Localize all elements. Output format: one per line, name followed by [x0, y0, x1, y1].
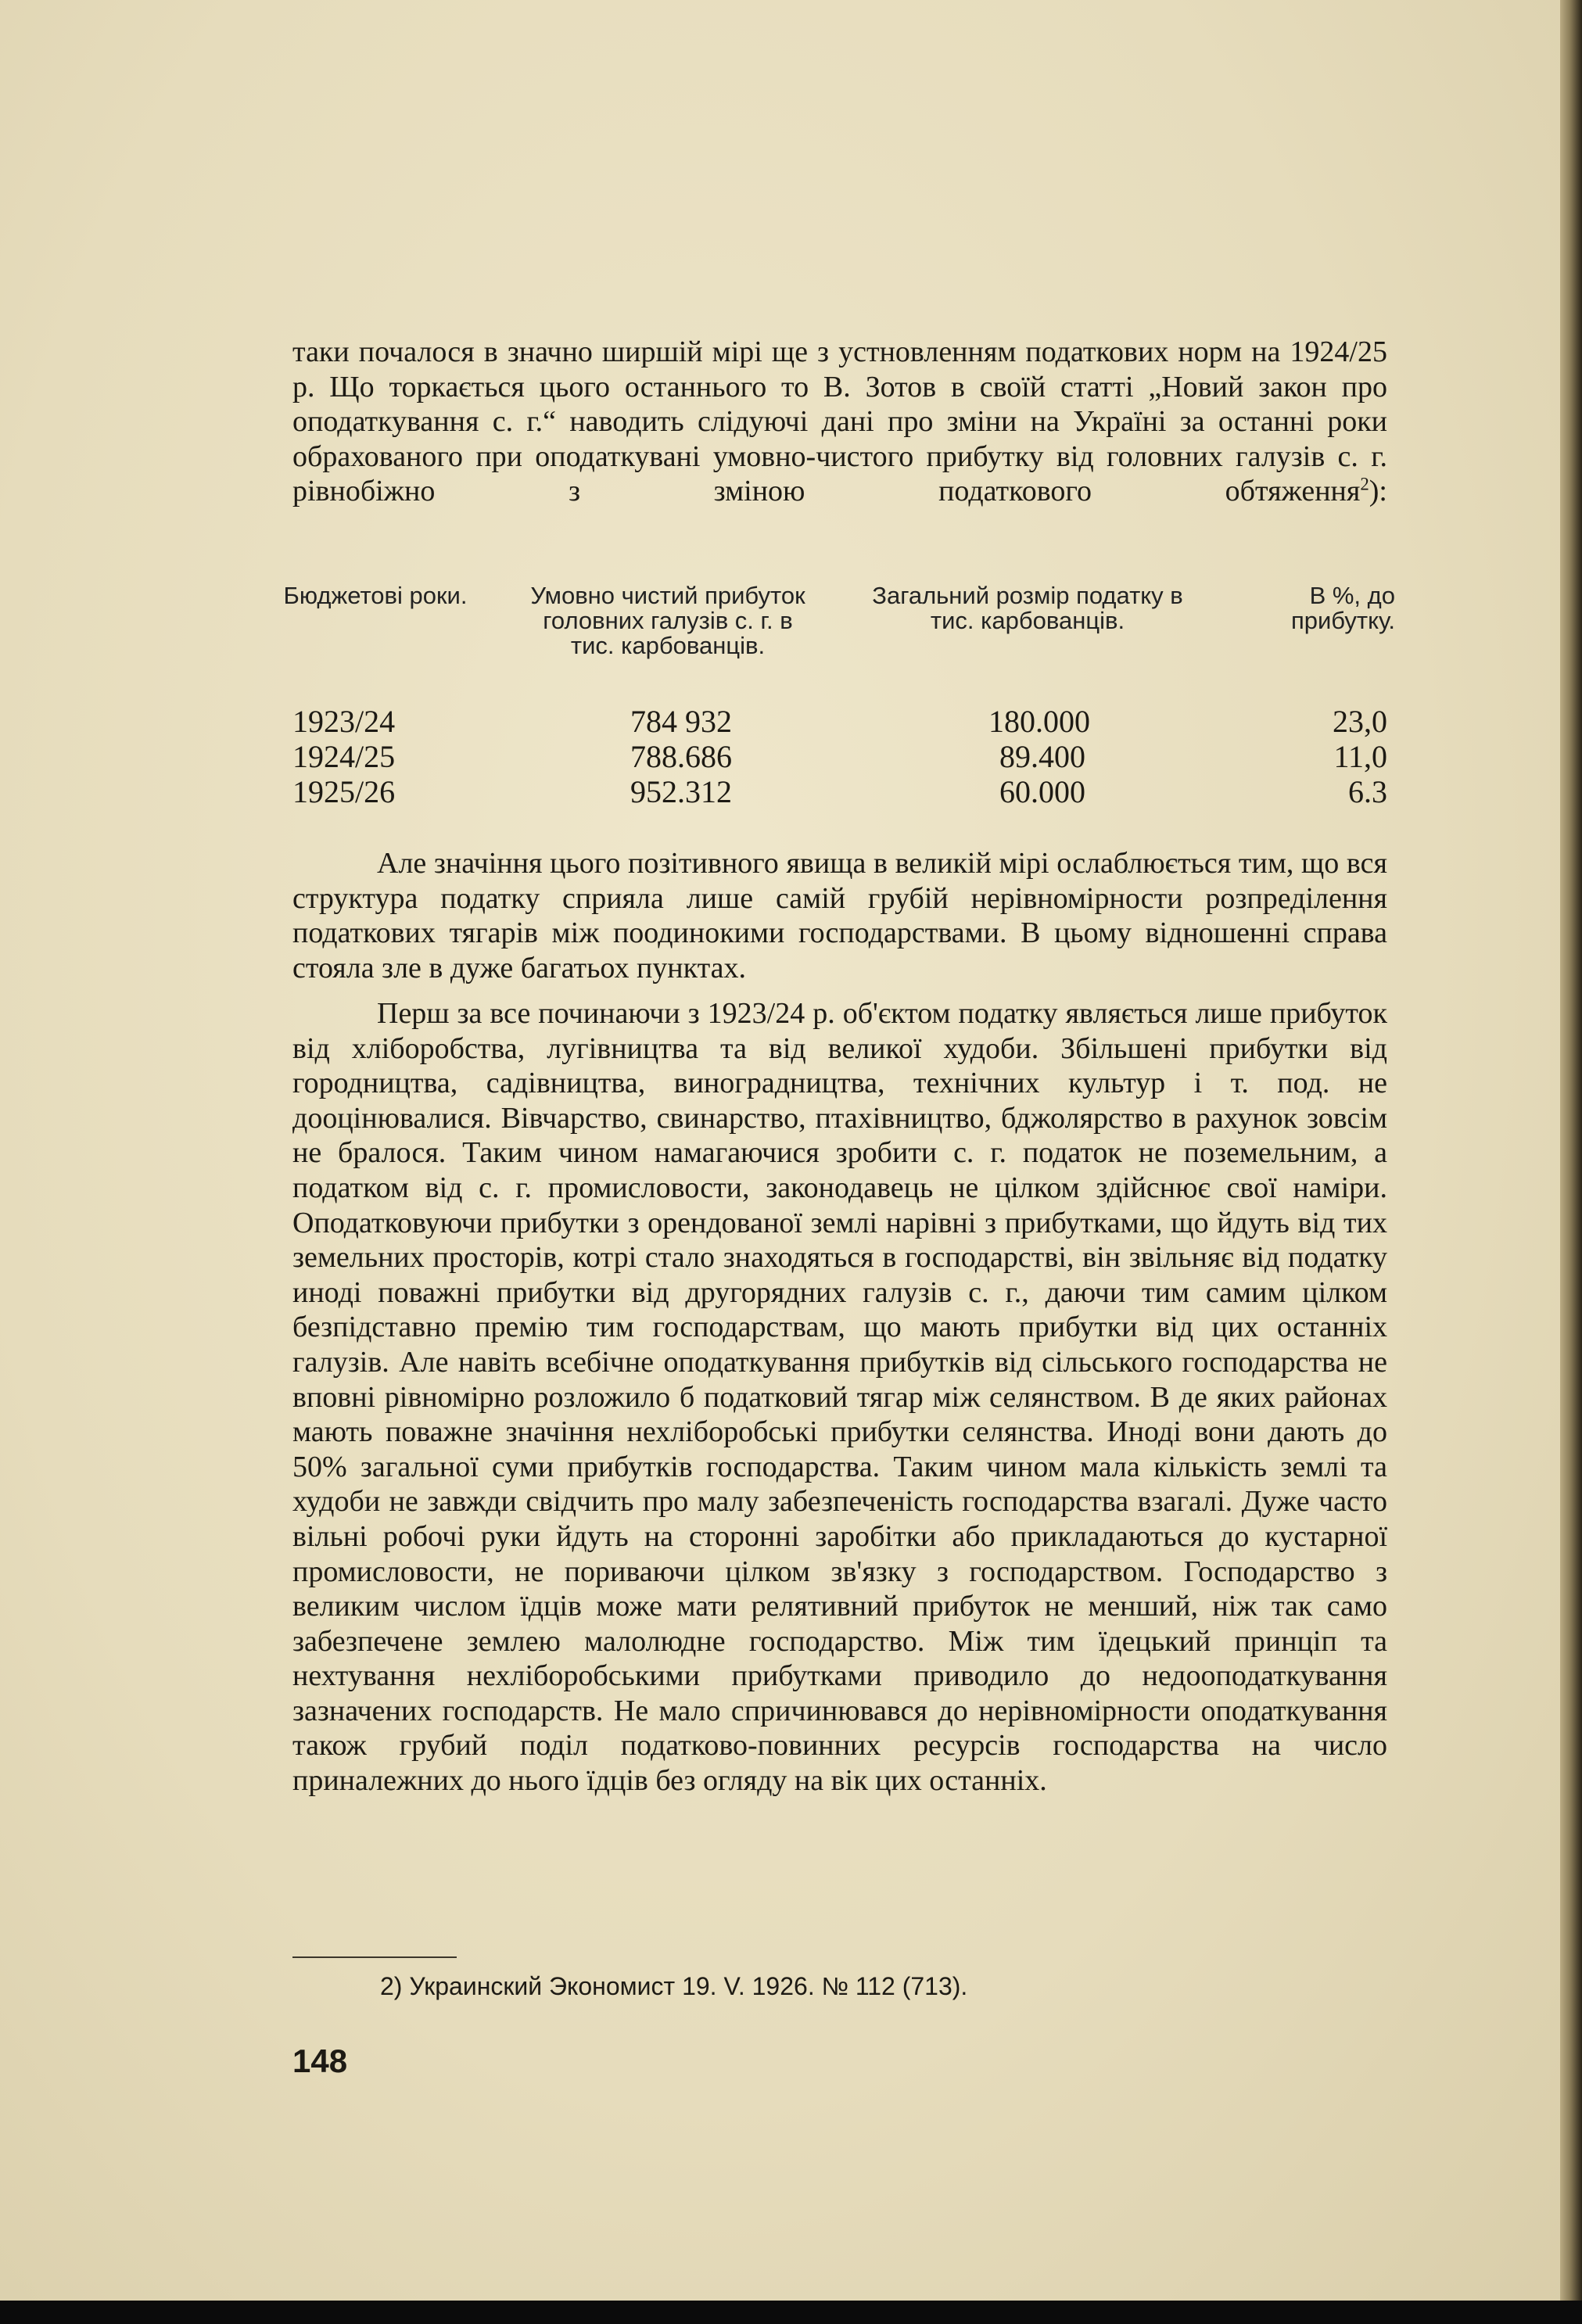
cell-net-profit: 784 932 [630, 704, 732, 739]
intro-paragraph-block [292, 335, 1387, 509]
footnote-rule [292, 1956, 457, 1958]
paragraph-2: Перш за все починаючи з 1923/24 р. об'єктом податку являється лише прибуток від хліборобства, лугівництва та від великої худоби. Збільшені прибутки від городництва, садівництва, виноградництва, технічних культур і т. под. не дооцінювалися. Вівчарство, свинарство, птахівництво, бджолярство в рахунок зовсім не бралося. Таким чином намагаючися зробити с. г. податок не поземельним, а податком від с. г. промисловости, законодавець не цілком здійснює свої наміри. Оподатковуючи прибутки з орендованої землі нарівні з прибутками, що йдуть від тих земельних просторів, котрі стало знаходяться в господарстві, він звільняє від податку иноді поважні прибутки від другорядних галузів с. г., даючи тим самим цілком безпідставно премію тим господарствам, що мають прибутки від цих останніх галузів. Але навіть всебічне оподаткування прибутків від сільського господарства не вповні рівномірно розложило б податковий тягар між селянством. В де яких районах мають поважне значіння нехліборобські прибутки селянства. Иноді вони дають до 50% загальної суми прибутків господарства. Таким чином мала кількість землі та худоби не завжди свідчить про малу забезпеченість господарства взагалі. Дуже часто вільні робочі руки йдуть на сторонні заробітки або прикладаються до кустарної промисловости, не пориваючи цілком зв'язку з господарством. Господарство з великим числом їдців може мати релятивний прибуток не менший, ніж так само забезпечене землею малолюдне господарство. Між тим їдецький принціп та нехтування нехліборобськими прибутками приводило до недооподаткування зазначених господарств. Не мало спричинювався до нерівномірности оподаткування також грубий поділ податково-повинних ресурсів господарства на число приналежних до нього їдців без огляду на вік цих останніх. [292, 997, 1387, 1798]
col-header-net-profit: Умовно чистий прибуток головних галузів с. г. в тис. карбованців. [530, 582, 805, 659]
footnote-mark: 2) [380, 1972, 403, 2000]
footnote-text: Украинский Экономист 19. V. 1926. № 112 (713). [409, 1972, 968, 2000]
intro-text: таки почалося в значно ширшій мірі ще з устновленням податкових норм на 1924/25 р. Що торкається цього останнього то В. Зотов в своїй статті „Новий закон про оподаткування с. г.“ наводить слідуючі дані про зміни на Україні за останні роки обрахованого при оподаткувані умовно-чистого прибутку від головних галузів с. г. рівнобіжно з зміною податкового обтяження [292, 335, 1387, 508]
intro-paragraph [292, 335, 1387, 509]
cell-percent: 11,0 [1333, 739, 1387, 774]
page-number: 148 [292, 2042, 348, 2079]
cell-year: 1925/26 [292, 774, 396, 809]
cell-net-profit: 788.686 [630, 739, 732, 774]
col-header-percent: В %, до прибутку. [1290, 582, 1395, 634]
col-header-years: Бюджетові роки. [283, 582, 468, 609]
cell-percent: 6.3 [1348, 774, 1387, 809]
cell-percent: 23,0 [1333, 704, 1387, 739]
table-row [292, 774, 1387, 809]
footnote [380, 1971, 967, 2002]
paragraph-2-block [292, 996, 1387, 1799]
cell-tax-total: 180.000 [988, 704, 1090, 739]
cell-year: 1923/24 [292, 704, 396, 739]
page-edge-shadow [1560, 0, 1582, 2324]
cell-tax-total: 60.000 [999, 774, 1085, 809]
paragraph-1: Але значіння цього позітивного явища в великій мірі ослаблюється тим, що вся структура податку сприяла лише самій грубій нерівномірности розпреділення податкових тягарів між поодинокими господарствами. В цьому відношенні справа стояла зле в дуже багатьох пунктах. [292, 847, 1387, 984]
cell-tax-total: 89.400 [999, 739, 1085, 774]
footnote-reference: 2 [1360, 474, 1369, 494]
col-header-tax-total: Загальний розмір податку в тис. карбованців. [872, 582, 1183, 634]
cell-year: 1924/25 [292, 739, 396, 774]
scan-border [0, 2301, 1582, 2324]
table-row [292, 704, 1387, 739]
paragraph-1-block [292, 846, 1387, 985]
cell-net-profit: 952.312 [630, 774, 732, 809]
table-body [292, 704, 1387, 809]
table-row [292, 739, 1387, 774]
intro-tail: ): [1369, 475, 1387, 508]
